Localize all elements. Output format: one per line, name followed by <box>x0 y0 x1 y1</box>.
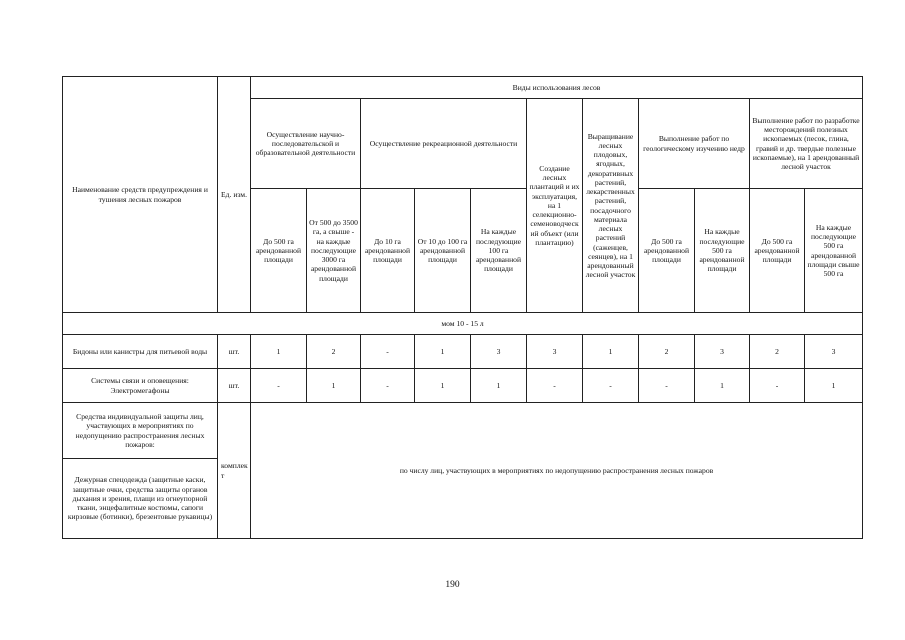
header-name: Наименование средств предупреждения и тушения лесных пожаров <box>63 77 218 313</box>
table-header-row <box>63 77 863 99</box>
table-cell: - <box>639 369 695 403</box>
table-row <box>63 403 863 459</box>
table-cell: 1 <box>805 369 863 403</box>
sub-mining-2: На каждые последующие 500 га арендованной площади свыше 500 га <box>805 189 863 313</box>
group-geology: Выполнение работ по геологическому изучению недр <box>639 99 750 189</box>
header-unit: Ед. изм. <box>218 77 251 313</box>
sub-mining-1: До 500 га арендованной площади <box>750 189 805 313</box>
table-cell: 1 <box>415 369 471 403</box>
table-cell: - <box>251 369 307 403</box>
table-cell: 2 <box>639 335 695 369</box>
row-name: Средства индивидуальной защиты лиц, участвующих в мероприятиях по недопущению распространения лесных пожаров: <box>63 403 218 459</box>
row-unit: шт. <box>218 335 251 369</box>
table-cell: 1 <box>583 335 639 369</box>
row-name: мом 10 - 15 л <box>63 313 863 335</box>
table-cell: - <box>527 369 583 403</box>
table-cell: 3 <box>527 335 583 369</box>
table-cell: 2 <box>307 335 361 369</box>
table-row <box>63 335 863 369</box>
table-row <box>63 369 863 403</box>
sub-recreation-3: На каждые последующие 100 га арендованной площади <box>471 189 527 313</box>
sub-recreation-1: До 10 га арендованной площади <box>361 189 415 313</box>
merged-cell: по числу лиц, участвующих в мероприятиях по недопущению распространения лесных пожаров <box>251 403 863 539</box>
row-unit: комплект <box>218 403 251 539</box>
group-plantation: Создание лесных плантаций и их эксплуатация, на 1 селекционно-семеноводческий объект (или плантацию) <box>527 99 583 313</box>
table-row <box>63 313 863 335</box>
sub-recreation-2: От 10 до 100 га арендованной площади <box>415 189 471 313</box>
row-unit: шт. <box>218 369 251 403</box>
table-cell: 1 <box>251 335 307 369</box>
page-number: 190 <box>445 580 460 590</box>
table-cell: - <box>750 369 805 403</box>
table-cell: 3 <box>805 335 863 369</box>
sub-science-2: От 500 до 3500 га, а свыше - на каждые последующие 3000 га арендованной площади <box>307 189 361 313</box>
row-name: Дежурная спецодежда (защитные каски, защитные очки, средства защиты органов дыхания и зрения, плащи из огнеупорной ткани, энцефалитные костюмы, сапоги кирзовые (ботинки), брезентовые рукавицы) <box>63 459 218 539</box>
table-cell: 1 <box>471 369 527 403</box>
table-cell: 1 <box>307 369 361 403</box>
row-name: Бидоны или канистры для питьевой воды <box>63 335 218 369</box>
table-cell: 3 <box>695 335 750 369</box>
group-growing: Выращивание лесных плодовых, ягодных, декоративных растений, лекарственных растений, посадочного материала лесных растений (саженцев, сеянцев), на 1 арендованный лесной участок <box>583 99 639 313</box>
sub-science-1: До 500 га арендованной площади <box>251 189 307 313</box>
table-cell: - <box>361 335 415 369</box>
group-recreation: Осуществление рекреационной деятельности <box>361 99 527 189</box>
row-name: Системы связи и оповещения: Электромегафоны <box>63 369 218 403</box>
table-cell: 1 <box>415 335 471 369</box>
table-cell: 3 <box>471 335 527 369</box>
table-cell: 1 <box>695 369 750 403</box>
sub-geology-2: На каждые последующие 500 га арендованной площади <box>695 189 750 313</box>
group-science: Осуществление научно-последовательской и образовательной деятельности <box>251 99 361 189</box>
table-cell: 2 <box>750 335 805 369</box>
header-kinds: Виды использования лесов <box>251 77 863 99</box>
sub-geology-1: До 500 га арендованной площади <box>639 189 695 313</box>
table-cell: - <box>361 369 415 403</box>
table-cell: - <box>583 369 639 403</box>
group-mining: Выполнение работ по разработке месторождений полезных ископаемых (песок, глина, гравий и др. твердые полезные ископаемые), на 1 арендованный лесной участок <box>750 99 863 189</box>
forest-fire-equipment-table <box>62 76 863 539</box>
